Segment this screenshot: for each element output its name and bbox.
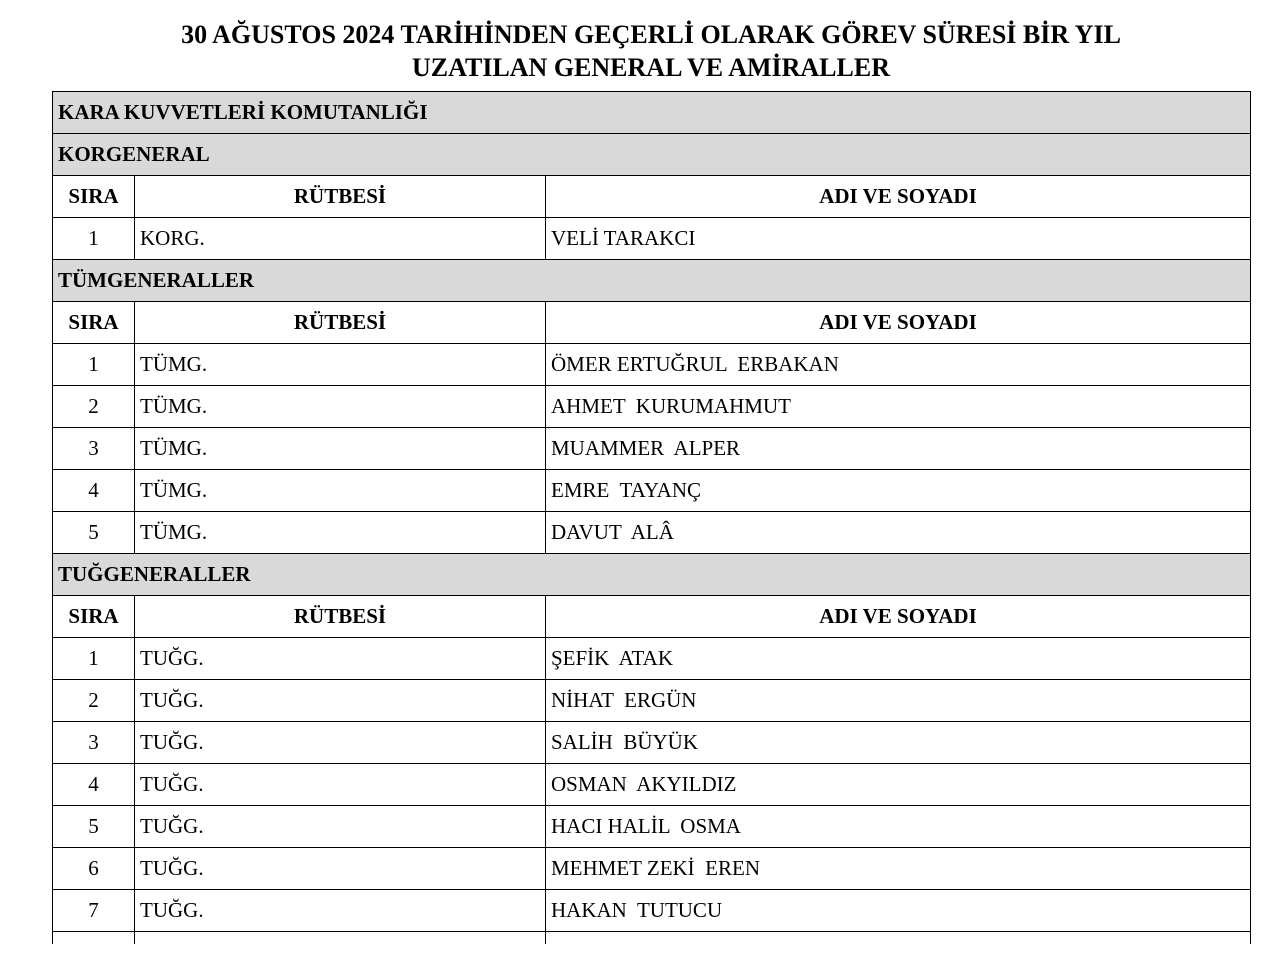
row-sira: 2 (53, 680, 135, 722)
row-sira: 2 (53, 386, 135, 428)
title-line-2: UZATILAN GENERAL VE AMİRALLER (412, 53, 890, 82)
row-rutbe: TUĞG. (135, 722, 546, 764)
row-rutbe: TÜMG. (135, 344, 546, 386)
row-name: OSMAN AKYILDIZ (546, 764, 1251, 806)
column-header-sira: SIRA (53, 176, 135, 218)
row-rutbe: KORG. (135, 218, 546, 260)
row-name: NİHAT ERGÜN (546, 680, 1251, 722)
column-header-ad: ADI VE SOYADI (546, 176, 1251, 218)
row-name: AHMET KURUMAHMUT (546, 386, 1251, 428)
row-sira: 5 (53, 512, 135, 554)
column-header-sira: SIRA (53, 302, 135, 344)
section-heading-row (53, 260, 1251, 302)
column-header-ad: ADI VE SOYADI (546, 596, 1251, 638)
row-rutbe: TUĞG. (135, 806, 546, 848)
row-rutbe: TUĞG. (135, 848, 546, 890)
row-name: HACI HALİL OSMA (546, 806, 1251, 848)
row-sira: 7 (53, 890, 135, 932)
column-header-row (53, 596, 1251, 638)
row-name: DAVUT ALÂ (546, 512, 1251, 554)
row-sira: 1 (53, 218, 135, 260)
column-header-rutbe: RÜTBESİ (135, 596, 546, 638)
table-row (53, 512, 1251, 554)
table-row (53, 344, 1251, 386)
section-heading-row (53, 554, 1251, 596)
title-line-1: 30 AĞUSTOS 2024 TARİHİNDEN GEÇERLİ OLARAK GÖREV SÜRESİ BİR YIL (181, 20, 1121, 49)
column-header-row (53, 302, 1251, 344)
cut-off-row (53, 932, 1251, 945)
table-row (53, 218, 1251, 260)
table-row (53, 848, 1251, 890)
row-rutbe: TUĞG. (135, 890, 546, 932)
row-rutbe: TÜMG. (135, 512, 546, 554)
generals-table (52, 91, 1251, 944)
table-row (53, 722, 1251, 764)
table-body (53, 92, 1251, 945)
table-row (53, 386, 1251, 428)
row-sira: 4 (53, 764, 135, 806)
row-rutbe: TUĞG. (135, 638, 546, 680)
row-rutbe: TÜMG. (135, 428, 546, 470)
table-row (53, 428, 1251, 470)
cut-off-cell (546, 932, 1251, 945)
column-header-row (53, 176, 1251, 218)
row-name: VELİ TARAKCI (546, 218, 1251, 260)
row-rutbe: TÜMG. (135, 386, 546, 428)
row-sira: 4 (53, 470, 135, 512)
row-sira: 6 (53, 848, 135, 890)
cut-off-cell (53, 932, 135, 945)
row-name: ŞEFİK ATAK (546, 638, 1251, 680)
table-row (53, 764, 1251, 806)
row-sira: 3 (53, 428, 135, 470)
row-name: HAKAN TUTUCU (546, 890, 1251, 932)
table-row (53, 890, 1251, 932)
row-rutbe: TUĞG. (135, 764, 546, 806)
document-title (0, 18, 1280, 84)
table-row (53, 806, 1251, 848)
row-name: EMRE TAYANÇ (546, 470, 1251, 512)
command-row (53, 92, 1251, 134)
section-heading: TÜMGENERALLER (53, 260, 1251, 302)
column-header-sira: SIRA (53, 596, 135, 638)
table-row (53, 680, 1251, 722)
row-rutbe: TÜMG. (135, 470, 546, 512)
column-header-rutbe: RÜTBESİ (135, 176, 546, 218)
cut-off-cell (135, 932, 546, 945)
row-rutbe: TUĞG. (135, 680, 546, 722)
table-row (53, 638, 1251, 680)
column-header-rutbe: RÜTBESİ (135, 302, 546, 344)
row-name: MEHMET ZEKİ EREN (546, 848, 1251, 890)
column-header-ad: ADI VE SOYADI (546, 302, 1251, 344)
row-sira: 3 (53, 722, 135, 764)
row-name: MUAMMER ALPER (546, 428, 1251, 470)
section-heading-row (53, 134, 1251, 176)
row-sira: 5 (53, 806, 135, 848)
section-heading: TUĞGENERALLER (53, 554, 1251, 596)
row-sira: 1 (53, 344, 135, 386)
section-heading: KORGENERAL (53, 134, 1251, 176)
command-heading: KARA KUVVETLERİ KOMUTANLIĞI (53, 92, 1251, 134)
row-name: SALİH BÜYÜK (546, 722, 1251, 764)
row-sira: 1 (53, 638, 135, 680)
table-row (53, 470, 1251, 512)
row-name: ÖMER ERTUĞRUL ERBAKAN (546, 344, 1251, 386)
